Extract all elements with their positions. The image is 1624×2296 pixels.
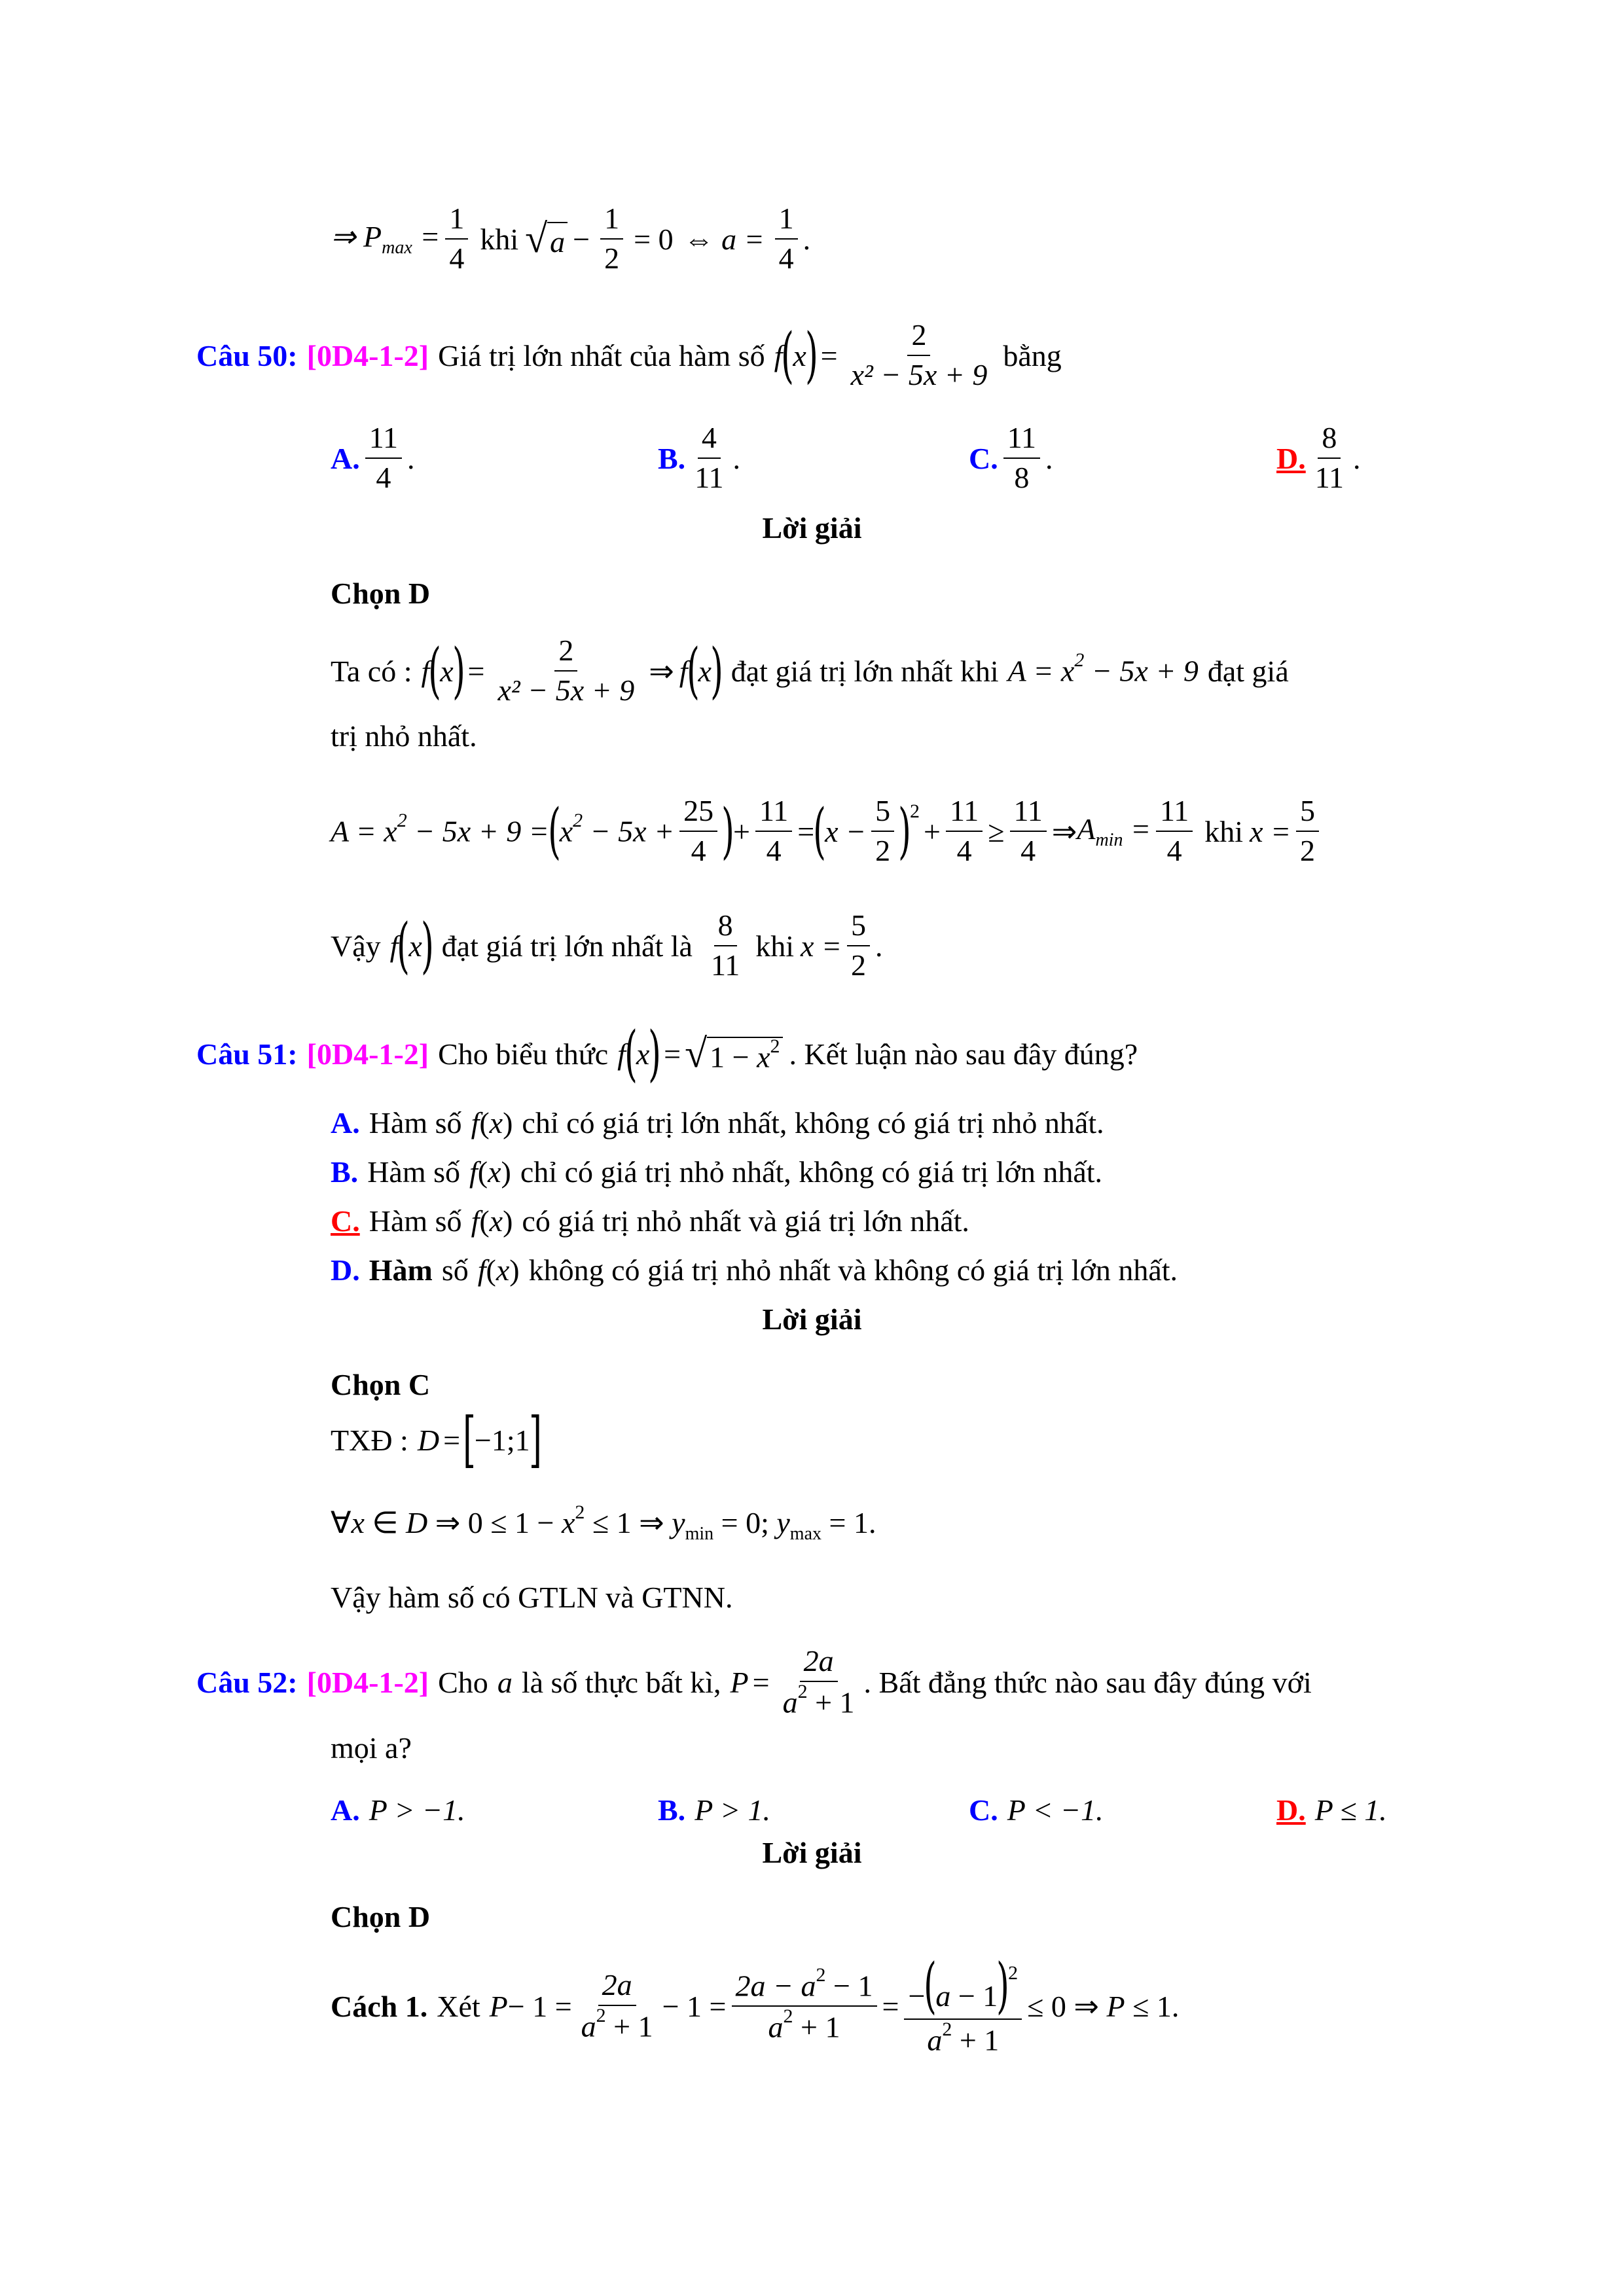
khi-text: khi xyxy=(480,222,519,256)
q51-option-c[interactable]: C. Hàm số f ( x ) có giá trị nhỏ nhất và giá trị lớn nhất. xyxy=(331,1204,969,1238)
question-label: Câu 50: xyxy=(196,338,298,372)
q50-step2: $A = x^2 - 5x + 9$ = ( $x^2 - 5x$ + $\frac{25}{4}$ ) + $\frac{11}{4}$ = ( x − $\frac{5}{2}$ ) $^2$ + $\frac{11}{4}$ ≥ $\frac{11}{4}$ ⇒ $A_{min}$ = $\frac{11}{4}$ khi x = $\frac{5}{2}$ xyxy=(331,785,1324,877)
question-label: Câu 51: xyxy=(196,1037,298,1071)
question-tag: [0D4-1-2] xyxy=(306,1665,429,1699)
q52-method1: Cách 1. Xét P − 1 = $\frac{2a}{a^2 + 1}$ − 1 = $\frac{2a - a^2 - 1}{a^2 + 1}$ = $\frac{-(a - 1)^2}{a^2 + 1}$ ≤ 0 ⇒ P ≤ 1. xyxy=(331,1950,1180,2056)
q51-step2: ∀x ∈ D ⇒ $0 \le 1 - x^2 \le 1$ ⇒ $y_{min} = 0$; $y_{max} = 1$. xyxy=(331,1501,876,1545)
question-tag: [0D4-1-2] xyxy=(306,1037,429,1071)
option-letter: A. xyxy=(331,441,360,475)
q52-choose: Chọn D xyxy=(331,1899,431,1933)
equiv-text: ⇔ a = xyxy=(683,222,765,256)
q51-header: Câu 51: [0D4-1-2] Cho biểu thức f ( x ) = √ $1 - x^2$ . Kết luận nào sau đây đúng? xyxy=(196,1018,1138,1088)
question-end: . Kết luận nào sau đây đúng? xyxy=(789,1037,1138,1071)
fraction: $\frac{1}{2}$ xyxy=(600,202,623,275)
function-fraction: $\frac{2}{\text{x² − 5x + 9}}$ xyxy=(850,318,988,391)
fraction: $\frac{1}{4}$ xyxy=(775,202,798,275)
question-end: bằng xyxy=(1003,338,1062,372)
question-tag: [0D4-1-2] xyxy=(306,338,429,372)
q50-step1-cont: trị nhỏ nhất. xyxy=(331,719,477,753)
q50-option-b[interactable]: B. $\frac{4}{11}$ . xyxy=(658,421,740,494)
q50-header: Câu 50: [0D4-1-2] Giá trị lớn nhất của hàm số f ( x ) = $\frac{2}{\text{x² − 5x + 9}}$ bằng xyxy=(196,318,1062,391)
q52-option-d[interactable]: D. P ≤ 1. xyxy=(1276,1793,1387,1827)
q52-header: Câu 52: [0D4-1-2] Cho a là số thực bất kì, P = $\frac{2a}{a^2 + 1}$ . Bất đẳng thức nào sau đây đúng với xyxy=(196,1644,1312,1719)
q52-solution-title: Lời giải xyxy=(762,1835,862,1869)
q51-step1: TXĐ : D = [ −1;1 ] xyxy=(331,1405,542,1475)
pmax-label: ⇒ $P_{max}$ = xyxy=(331,220,441,259)
q50-solution-title: Lời giải xyxy=(762,511,862,545)
option-letter: C. xyxy=(969,441,998,475)
q52-option-c[interactable]: C. P < −1. xyxy=(969,1793,1104,1827)
q52-option-a[interactable]: A. P > −1. xyxy=(331,1793,465,1827)
q51-option-d[interactable]: D. Hàm số f ( x ) không có giá trị nhỏ nhất và không có giá trị lớn nhất. xyxy=(331,1253,1178,1287)
q50-option-a[interactable]: A. $\frac{11}{4}$ . xyxy=(331,421,415,494)
question-label: Câu 52: xyxy=(196,1665,298,1699)
q51-option-a[interactable]: A. Hàm số f ( x ) chỉ có giá trị lớn nhất, không có giá trị nhỏ nhất. xyxy=(331,1105,1104,1139)
q50-choose: Chọn D xyxy=(331,576,431,610)
question-text: Cho biểu thức xyxy=(438,1037,609,1071)
q51-choose: Chọn C xyxy=(331,1367,431,1401)
q51-step3: Vậy hàm số có GTLN và GTNN. xyxy=(331,1580,733,1614)
fraction: $\frac{1}{4}$ xyxy=(445,202,468,275)
q50-option-c[interactable]: C. $\frac{11}{8}$ . xyxy=(969,421,1053,494)
q51-option-b[interactable]: B. Hàm số f ( x ) chỉ có giá trị nhỏ nhất, không có giá trị lớn nhất. xyxy=(331,1155,1103,1189)
q50-step1: Ta có : f ( x ) = $\frac{2}{\text{x² − 5x + 9}}$ ⇒ f ( x ) đạt giá trị lớn nhất khi $A = x^2 - 5x + 9$ đạt giá xyxy=(331,634,1289,707)
q50-step3: Vậy f ( x ) đạt giá trị lớn nhất là $\frac{8}{11}$ khi x = $\frac{5}{2}$ . xyxy=(331,908,883,982)
q50-option-d[interactable]: D. $\frac{8}{11}$ . xyxy=(1276,421,1361,494)
intro-line: ⇒ $P_{max}$ = $\frac{1}{4}$ khi √ a − $\frac{1}{2}$ = 0 ⇔ a = $\frac{1}{4}$ . xyxy=(331,202,811,275)
q52-header-cont: mọi a? xyxy=(331,1731,412,1765)
option-letter-correct: D. xyxy=(1276,441,1306,475)
sqrt-a: √ a xyxy=(525,219,568,259)
option-letter: B. xyxy=(658,441,686,475)
question-text: Giá trị lớn nhất của hàm số xyxy=(438,338,765,372)
q51-solution-title: Lời giải xyxy=(762,1302,862,1336)
q52-option-b[interactable]: B. P > 1. xyxy=(658,1793,770,1827)
